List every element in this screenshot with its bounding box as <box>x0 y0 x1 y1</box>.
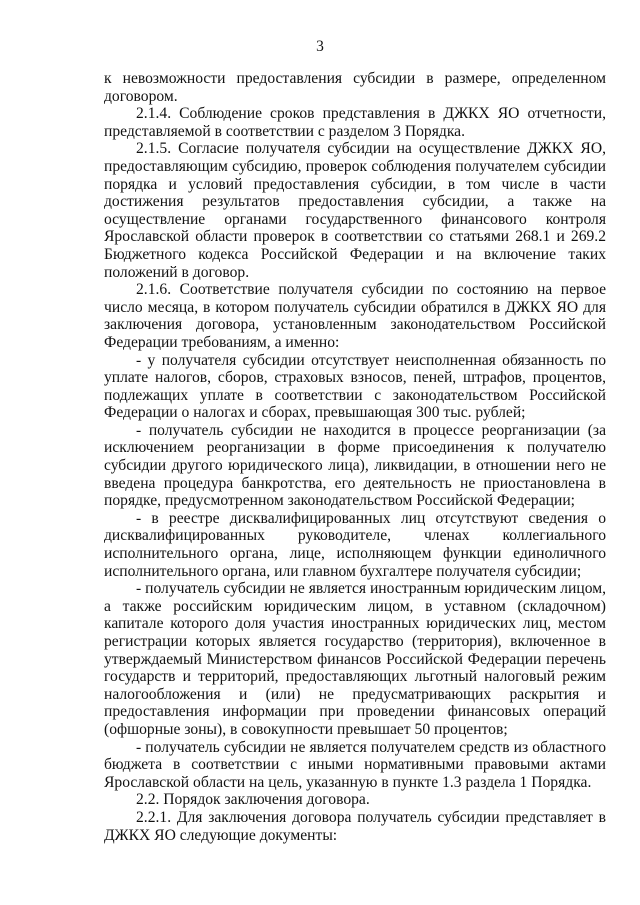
document-body <box>104 70 606 844</box>
paragraph-2-1-4: 2.1.4. Соблюдение сроков представления в ДЖКХ ЯО отчетности, представляемой в соответствии с разделом 3 Порядка. <box>104 105 606 140</box>
page-number: 3 <box>316 38 324 55</box>
paragraph-2-1-6: 2.1.6. Соответствие получателя субсидии по состоянию на первое число месяца, в котором получатель субсидии обратился в ДЖКХ ЯО для заключения договора, установленным законодательством Российской Федерации требованиям, а именно: <box>104 281 606 351</box>
paragraph-2-1-5: 2.1.5. Согласие получателя субсидии на осуществление ДЖКХ ЯО, предоставляющим субсидию, проверок соблюдения получателем субсидии порядка и условий предоставления субсидии, в том числе в части достижения результатов предоставления субсидии, а также на осуществление органами государственного финансового контроля Ярославской области проверок в соответствии со статьями 268.1 и 269.2 Бюджетного кодекса Российской Федерации и на включение таких положений в договор. <box>104 140 606 281</box>
list-item-foreign-entity: - получатель субсидии не является иностранным юридическим лицом, а также российским юридическим лицом, в уставном (складочном) капитале которого доля участия иностранных юридических лиц, местом регистрации которых является государство (территория), включенное в утверждаемый Министерством финансов Российской Федерации перечень государств и территорий, предоставляющих льготный налоговый режим налогообложения и (или) не предусматривающих раскрытия и предоставления информации при проведении финансовых операций (офшорные зоны), в совокупности превышает 50 процентов; <box>104 580 606 738</box>
paragraph-continuation: к невозможности предоставления субсидии в размере, определенном договором. <box>104 70 606 105</box>
list-item-tax-debt: - у получателя субсидии отсутствует неисполненная обязанность по уплате налогов, сборов, страховых взносов, пеней, штрафов, процентов, подлежащих уплате в соответствии с законодательством Российской Федерации о налогах и сборах, превышающая 300 тыс. рублей; <box>104 351 606 422</box>
paragraph-2-2: 2.2. Порядок заключения договора. <box>136 791 370 809</box>
paragraph-2-2-1: 2.2.1. Для заключения договора получатель субсидии представляет в ДЖКХ ЯО следующие документы: <box>104 808 606 844</box>
list-item-disqualified-persons: - в реестре дисквалифицированных лиц отсутствуют сведения о дисквалифицированных руководителе, членах коллегиального исполнительного органа, лице, исполняющем функции единоличного исполнительного органа, или главном бухгалтере получателя субсидии; <box>104 509 606 580</box>
list-item-reorganization: - получатель субсидии не находится в процессе реорганизации (за исключением реорганизации в форме присоединения к получателю субсидии другого юридического лица), ликвидации, в отношении него не введена процедура банкротства, его деятельность не приостановлена в порядке, предусмотренном законодательством Российской Федерации; <box>104 421 606 510</box>
list-item-other-budget-funds: - получатель субсидии не является получателем средств из областного бюджета в соответствии с иными нормативными правовыми актами Ярославской области на цель, указанную в пункте 1.3 раздела 1 Порядка. <box>104 738 606 791</box>
